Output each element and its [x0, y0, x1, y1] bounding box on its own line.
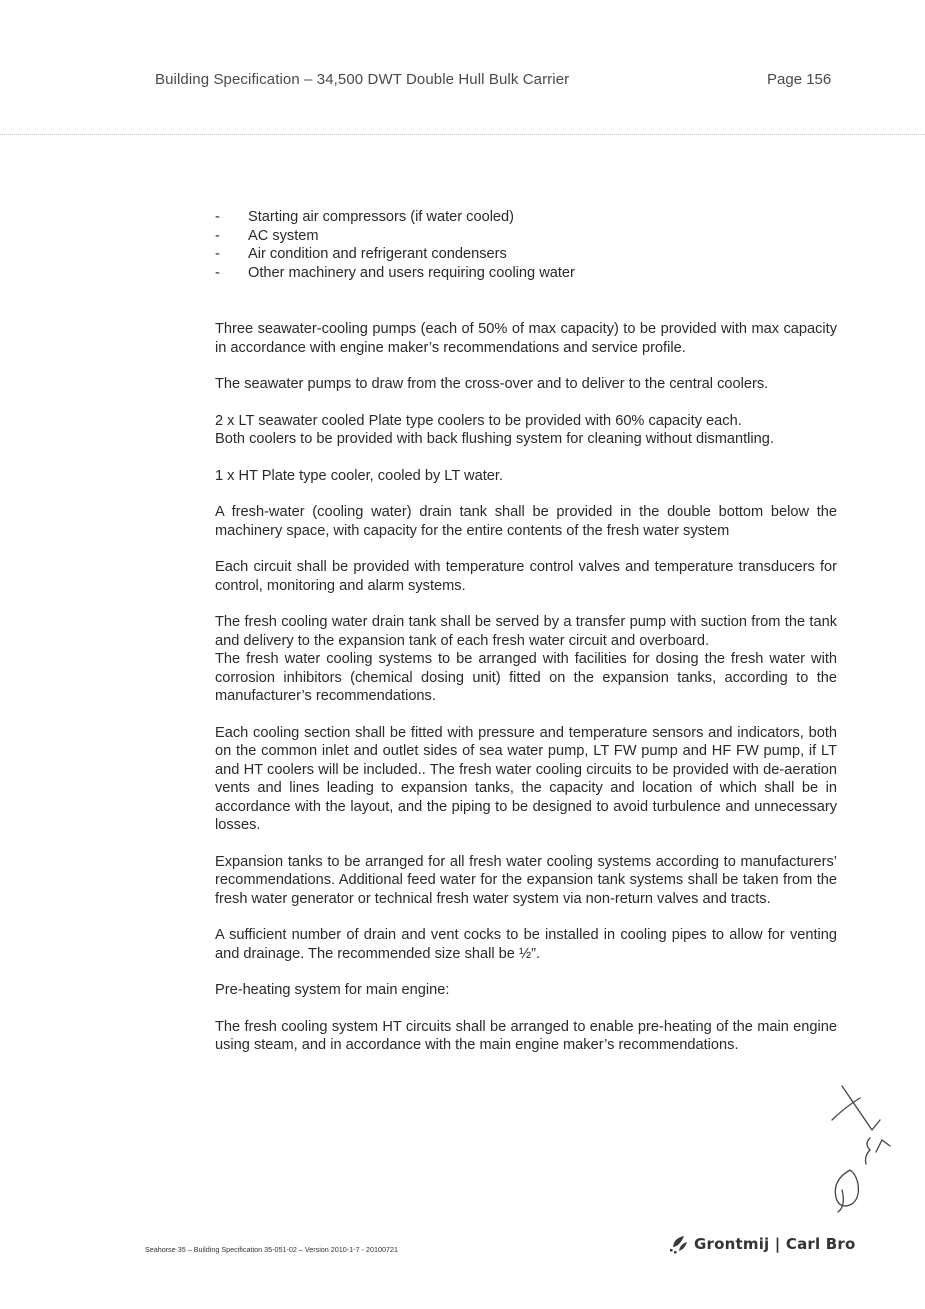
- document-title: Building Specification – 34,500 DWT Double Hull Bulk Carrier: [155, 71, 570, 88]
- paragraph-drain-tank: A fresh-water (cooling water) drain tank shall be provided in the double bottom below the machinery space, with capacity for the entire contents of the fresh water system: [215, 504, 837, 539]
- paragraph-transfer-pump: The fresh cooling water drain tank shall be served by a transfer pump with suction from the tank and delivery to the expansion tank of each fresh water circuit and overboard.: [215, 614, 837, 649]
- bullet-dash: -: [215, 246, 220, 262]
- paragraph-seawater-pumps: Three seawater-cooling pumps (each of 50% of max capacity) to be provided with max capacity in accordance with engine maker’s recommendations and service profile.: [215, 321, 837, 356]
- paragraph-ht-cooler: 1 x HT Plate type cooler, cooled by LT water.: [215, 467, 503, 484]
- bullet-dash: -: [215, 209, 220, 225]
- logo-text: Grontmij | Carl Bro: [694, 1235, 856, 1253]
- list-item-text: Starting air compressors (if water cooled): [248, 209, 515, 225]
- bullet-dash: -: [215, 227, 220, 244]
- header-divider: [0, 134, 925, 135]
- grontmij-leaf-icon: [668, 1234, 690, 1254]
- paragraph-back-flushing: Both coolers to be provided with back flushing system for cleaning without dismantling.: [215, 431, 774, 447]
- page-body: [215, 208, 837, 1055]
- paragraph-pump-delivery: The seawater pumps to draw from the cross-over and to deliver to the central coolers.: [215, 376, 769, 392]
- list-item: [215, 208, 837, 227]
- paragraph-dosing-unit: The fresh water cooling systems to be arranged with facilities for dosing the fresh water with corrosion inhibitors (chemical dosing unit) fitted on the expansion tanks, according to the manufacturer’s recommendations.: [215, 651, 837, 704]
- company-logo: [668, 1233, 856, 1255]
- list-item-text: Air condition and refrigerant condensers: [248, 246, 507, 262]
- handwritten-initials: [820, 1080, 910, 1215]
- page-number: Page 156: [767, 71, 832, 88]
- footer-document-id: Seahorse 35 – Building Specification 35-051-02 – Version 2010-1-7 - 20100721: [145, 1245, 398, 1254]
- cooling-users-list: [215, 208, 837, 282]
- paragraph-expansion-tanks: Expansion tanks to be arranged for all fresh water cooling systems according to manufacturers’ recommendations. Additional feed water for the expansion tank systems shall be taken from the fresh water generator or technical fresh water system via non-return valves and tracts.: [215, 853, 837, 907]
- list-item: [215, 245, 837, 264]
- paragraph-temperature-control: Each circuit shall be provided with temperature control valves and temperature transducers for control, monitoring and alarm systems.: [215, 559, 837, 594]
- paragraph-lt-coolers: 2 x LT seawater cooled Plate type coolers to be provided with 60% capacity each.: [215, 412, 742, 429]
- list-item: [215, 264, 837, 283]
- paragraph-drain-vent-cocks: A sufficient number of drain and vent cocks to be installed in cooling pipes to allow for venting and drainage. The recommended size shall be ½”.: [215, 927, 837, 962]
- bullet-dash: -: [215, 264, 220, 281]
- list-item-text: AC system: [248, 227, 319, 244]
- list-item-text: Other machinery and users requiring cooling water: [248, 264, 575, 281]
- paragraph-preheating: The fresh cooling system HT circuits shall be arranged to enable pre-heating of the main engine using steam, and in accordance with the main engine maker’s recommendations.: [215, 1018, 837, 1053]
- subheading-preheating: Pre-heating system for main engine:: [215, 982, 450, 998]
- list-item: [215, 227, 837, 246]
- paragraph-sensors-deaeration: Each cooling section shall be fitted with pressure and temperature sensors and indicators, both on the common inlet and outlet sides of sea water pump, LT FW pump and HF FW pump, if LT and HT coolers will be included.. The fresh water cooling circuits to be provided with de-aeration vents and lines leading to expansion tanks, the capacity and location of which shall be in accordance with the layout, and the piping to be designed to avoid turbulence and unnecessary losses.: [215, 724, 837, 833]
